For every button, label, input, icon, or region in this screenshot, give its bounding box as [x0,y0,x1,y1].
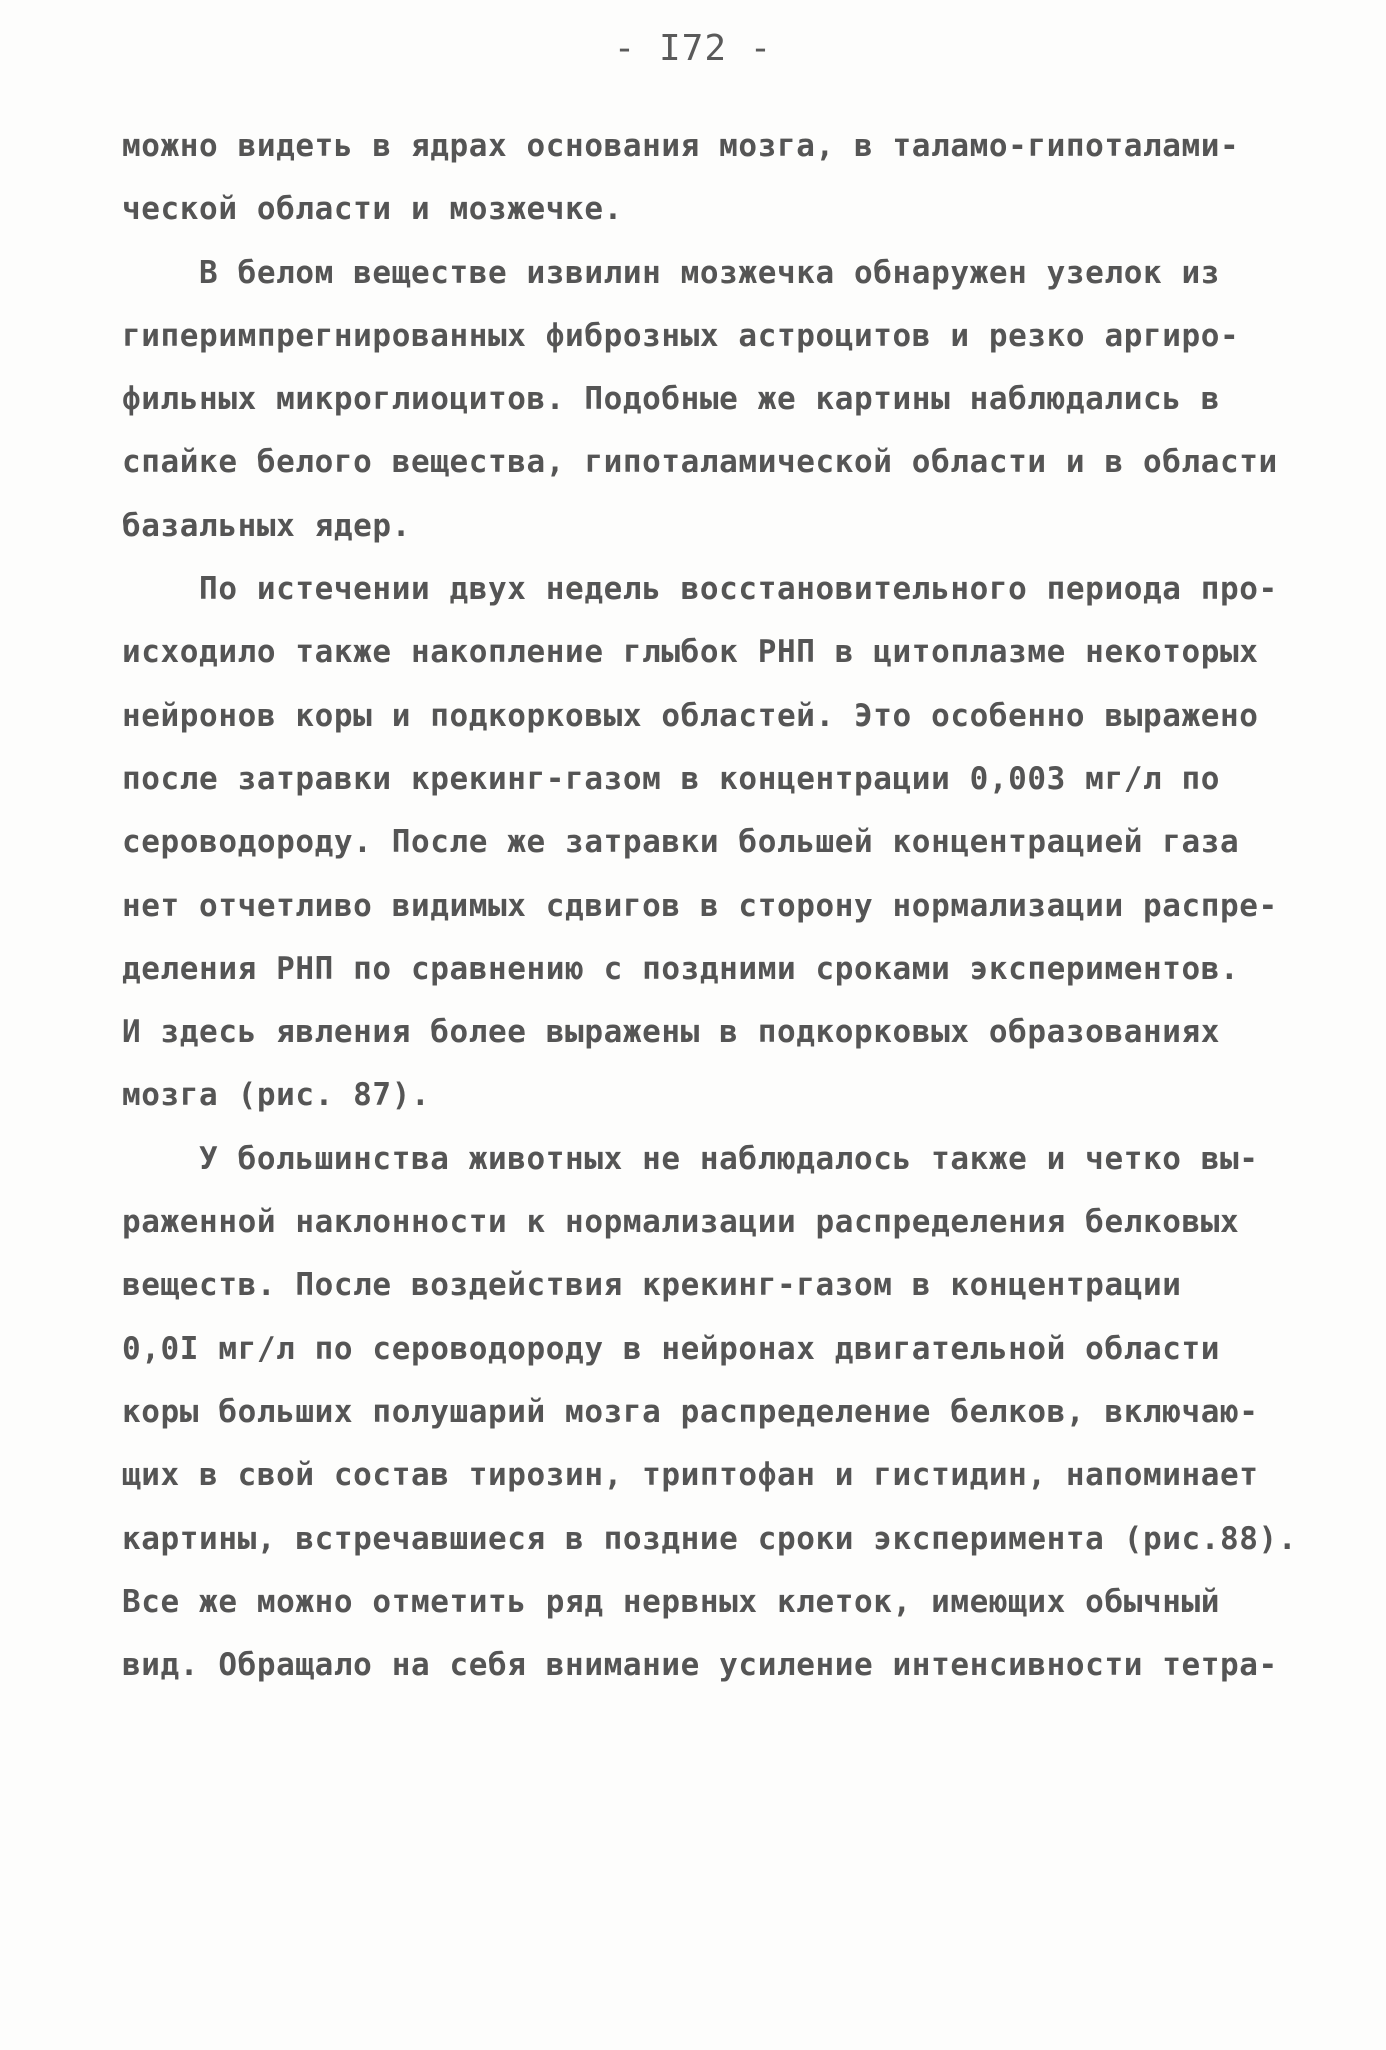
text-line: исходило также накопление глыбок РНП в цитоплазме некоторых [122,634,1259,671]
text-line: нет отчетливо видимых сдвигов в сторону нормализации распре- [122,887,1278,924]
text-line: мозга (рис. 87). [122,1077,431,1114]
body-text [122,115,1298,1697]
text-line: гиперимпрегнированных фиброзных астроцитов и резко аргиро- [122,317,1240,354]
text-line: базальных ядер. [122,507,411,544]
text-line: фильных микроглиоцитов. Подобные же картины наблюдались в [122,381,1221,418]
page-number: - I72 - [613,28,773,69]
text-line: нейронов коры и подкорковых областей. Это особенно выражено [122,697,1259,734]
text-line: деления РНП по сравнению с поздними сроками экспериментов. [122,950,1240,987]
text-line: Все же можно отметить ряд нервных клеток, имеющих обычный [122,1583,1221,1620]
text-line: 0,0I мг/л по сероводороду в нейронах двигательной области [122,1330,1221,1367]
text-line: после затравки крекинг-газом в концентрации 0,003 мг/л по [122,760,1221,797]
text-line: сероводороду. После же затравки большей концентрацией газа [122,824,1240,861]
text-line: спайке белого вещества, гипоталамической области и в области [122,444,1278,481]
text-line: щих в свой состав тирозин, триптофан и гистидин, напоминает [122,1457,1259,1494]
text-line: картины, встречавшиеся в поздние сроки эксперимента (рис.88). [122,1520,1298,1557]
text-line: коры больших полушарий мозга распределение белков, включаю- [122,1393,1259,1430]
text-line: У большинства животных не наблюдалось также и четко вы- [122,1140,1259,1177]
text-line: раженной наклонности к нормализации распределения белковых [122,1204,1240,1241]
text-line: По истечении двух недель восстановительного периода про- [122,571,1278,608]
text-line: вид. Обращало на себя внимание усиление интенсивности тетра- [122,1647,1278,1684]
text-line: ческой области и мозжечке. [122,191,623,228]
text-line: можно видеть в ядрах основания мозга, в таламо-гипоталами- [122,128,1240,164]
text-line: веществ. После воздействия крекинг-газом в концентрации [122,1267,1182,1304]
text-line: И здесь явления более выражены в подкорковых образованиях [122,1014,1221,1051]
text-line: В белом веществе извилин мозжечка обнаружен узелок из [122,254,1221,291]
